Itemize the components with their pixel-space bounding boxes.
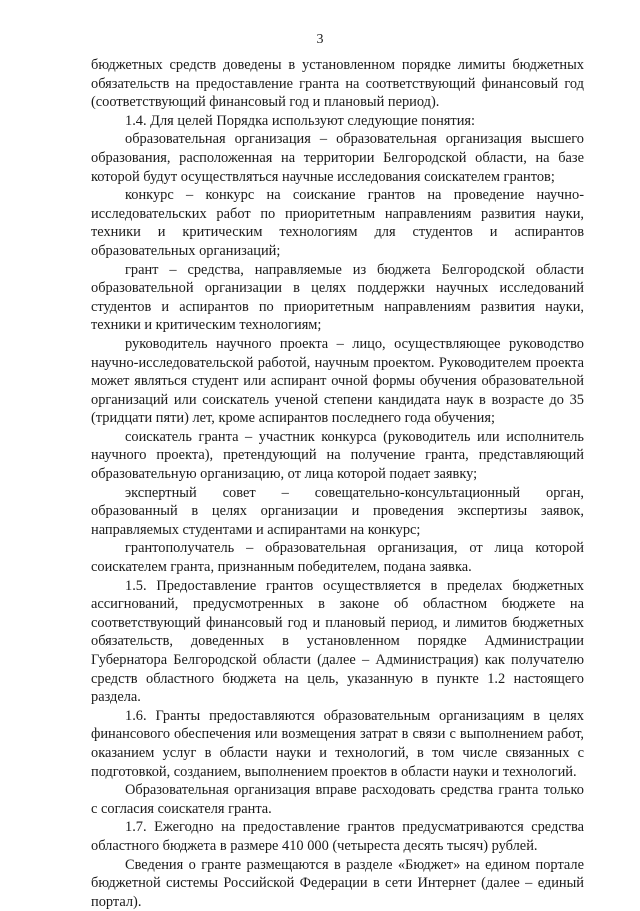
- paragraph-1-6: 1.6. Гранты предоставляются образовательным организациям в целях финансового обеспечения или возмещения затрат в связи с выполнением работ, оказанием услуг в области науки и технологий, в том числе связанных с подготовкой, созданием, выполнением проектов в области науки и технологий.: [91, 707, 584, 780]
- definition-project-leader: руководитель научного проекта – лицо, осуществляющее руководство научно-исследовательской работой, научным проектом. Руководителем проекта может являться студент или аспирант очной формы обучения образовательной организаций или соискатель ученой степени кандидата наук в возрасте до 35 (тридцати пяти) лет, кроме аспирантов последнего года обучения;: [91, 335, 584, 427]
- definition-educational-organization: образовательная организация – образовательная организация высшего образования, расположенная на территории Белгородской области, на базе которой будут осуществляться научные исследования соискателем грантов;: [91, 131, 584, 185]
- definition-grant-recipient: грантополучатель – образовательная организация, от лица которой соискателем гранта, признанным победителем, подана заявка.: [91, 540, 584, 576]
- definition-expert-council: экспертный совет – совещательно-консультационный орган, образованный в целях организации и проведения экспертизы заявок, направляемых студентами и аспирантами на конкурс;: [91, 484, 584, 538]
- document-body: [91, 56, 584, 911]
- paragraph-unified-portal: Сведения о гранте размещаются в разделе «Бюджет» на едином портале бюджетной системы Российской Федерации в сети Интернет (далее – единый портал).: [91, 856, 584, 910]
- paragraph-continuation: бюджетных средств доведены в установленном порядке лимиты бюджетных обязательств на предоставление гранта на соответствующий финансовый год (соответствующий финансовый год и плановый период).: [91, 57, 584, 111]
- paragraph-1-4-heading: 1.4. Для целей Порядка используют следующие понятия:: [125, 112, 476, 129]
- paragraph-1-5: 1.5. Предоставление грантов осуществляется в пределах бюджетных ассигнований, предусмотренных в законе об областном бюджете на соответствующий финансовый год и плановый период, и лимитов бюджетных обязательств, доведенных в установленном порядке Администрации Губернатора Белгородской области (далее – Администрация) как получателю средств областного бюджета на цель, указанную в пункте 1.2 настоящего раздела.: [91, 577, 584, 706]
- paragraph-1-7: 1.7. Ежегодно на предоставление грантов предусматриваются средства областного бюджета в размере 410 000 (четыреста десять тысяч) рублей.: [91, 819, 584, 854]
- definition-contest: конкурс – конкурс на соискание грантов на проведение научно-исследовательских работ по приоритетным направлениям развития науки, техники и критическим технологиям для студентов и аспирантов образовательных организаций;: [91, 187, 584, 259]
- definition-grant-applicant: соискатель гранта – участник конкурса (руководитель или исполнитель научного проекта), претендующий на получение гранта, представляющий образовательную организацию, от лица которой подает заявку;: [91, 428, 584, 483]
- definition-grant: грант – средства, направляемые из бюджета Белгородской области образовательной организации в целях поддержки научных исследований студентов и аспирантов по приоритетным направлениям развития науки, техники и критическим технологиям;: [91, 261, 584, 334]
- paragraph-spending-consent: Образовательная организация вправе расходовать средства гранта только с согласия соискателя гранта.: [91, 782, 584, 817]
- page-number: 3: [316, 32, 324, 47]
